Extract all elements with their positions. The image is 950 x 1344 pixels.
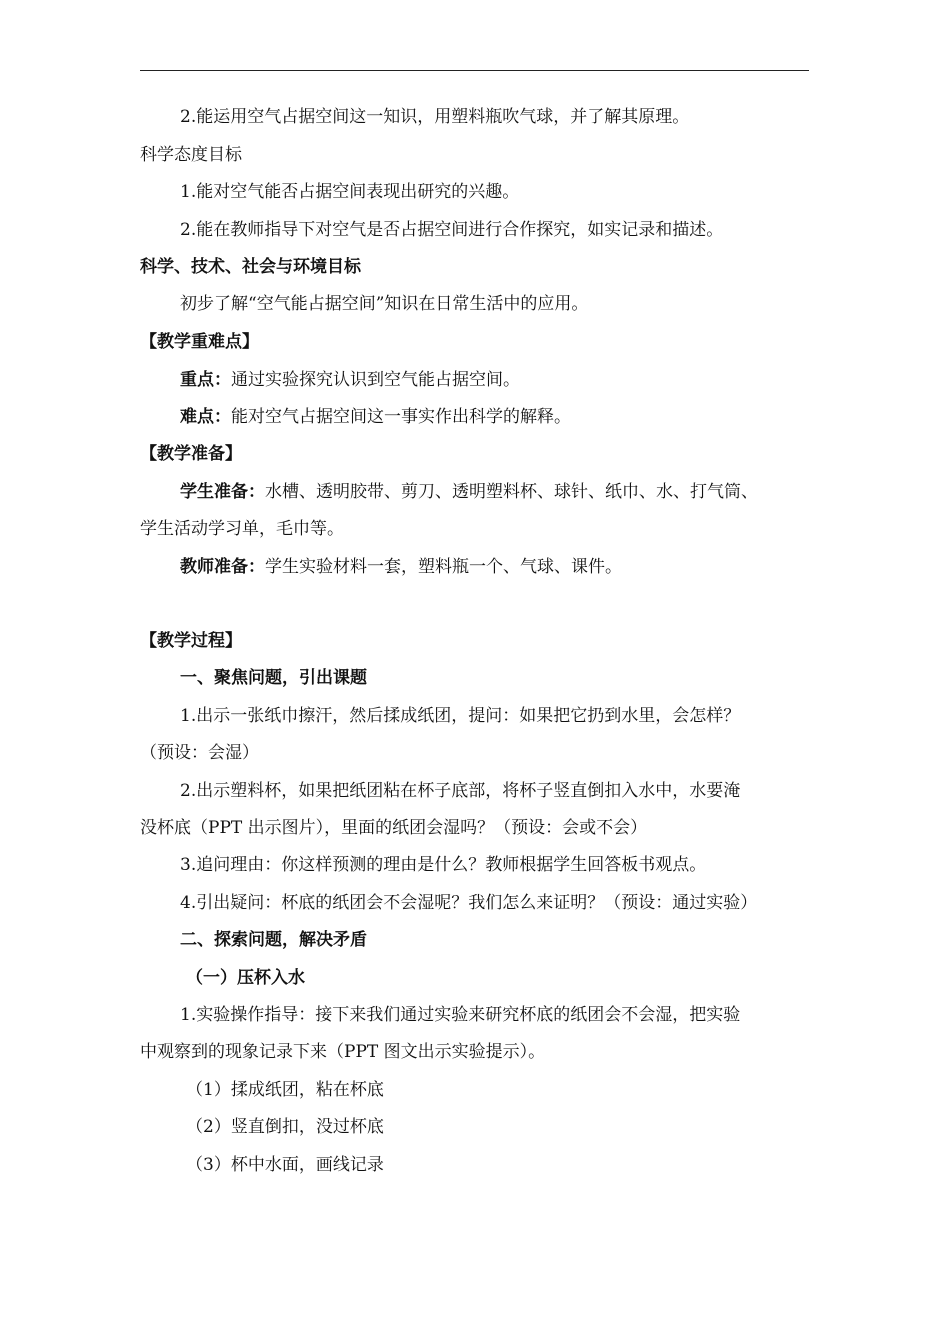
section-1-heading: 一、聚焦问题，引出课题: [180, 668, 367, 688]
step-3: 3.追问理由：你这样预测的理由是什么？教师根据学生回答板书观点。: [180, 855, 707, 875]
teacher-prep-text: 学生实验材料一套，塑料瓶一个、气球、课件。: [265, 557, 622, 577]
key-point-text: 通过实验探究认识到空气能占据空间。: [231, 370, 520, 390]
teacher-prep-line: [180, 555, 622, 579]
section-2-heading: 二、探索问题，解决矛盾: [180, 930, 367, 950]
key-point-label: 重点：: [180, 370, 231, 390]
attitude-item-1: 1.能对空气能否占据空间表现出研究的兴趣。: [180, 182, 520, 202]
science-attitude-heading: 科学态度目标: [140, 145, 242, 165]
experiment-guidance-continued: 中观察到的现象记录下来（PPT 图文出示实验提示）。: [140, 1042, 546, 1062]
step-2: 2.出示塑料杯，如果把纸团粘在杯子底部，将杯子竖直倒扣入水中，水要淹: [180, 781, 741, 801]
attitude-item-2: 2.能在教师指导下对空气是否占据空间进行合作探究，如实记录和描述。: [180, 220, 724, 240]
experiment-step-3: （3）杯中水面，画线记录: [186, 1155, 384, 1175]
difficulty-text: 能对空气占据空间这一事实作出科学的解释。: [231, 407, 571, 427]
key-points-heading: 【教学重难点】: [140, 332, 259, 352]
experiment-step-2: （2）竖直倒扣，没过杯底: [186, 1117, 384, 1137]
header-rule: [140, 70, 809, 71]
student-prep-line: [180, 480, 758, 504]
stse-item: 初步了解“空气能占据空间”知识在日常生活中的应用。: [180, 294, 589, 314]
teaching-process-heading: 【教学过程】: [140, 631, 242, 651]
difficulty-label: 难点：: [180, 407, 231, 427]
objective-line-2: 2.能运用空气占据空间这一知识，用塑料瓶吹气球，并了解其原理。: [180, 107, 690, 127]
student-prep-label: 学生准备：: [180, 482, 265, 502]
stse-heading: 科学、技术、社会与环境目标: [140, 257, 361, 277]
experiment-step-1: （1）揉成纸团，粘在杯底: [186, 1080, 384, 1100]
key-point-line: [180, 368, 520, 392]
student-prep-text: 水槽、透明胶带、剪刀、透明塑料杯、球针、纸巾、水、打气筒、: [265, 482, 758, 502]
subsection-1-heading: （一）压杯入水: [186, 968, 305, 988]
preparation-heading: 【教学准备】: [140, 444, 242, 464]
step-1: 1.出示一张纸巾擦汗，然后揉成纸团，提问：如果把它扔到水里，会怎样？: [180, 706, 741, 726]
step-1-prediction: （预设：会湿）: [140, 743, 259, 763]
teacher-prep-label: 教师准备：: [180, 557, 265, 577]
student-prep-continued: 学生活动学习单，毛巾等。: [140, 519, 344, 539]
step-2-continued: 没杯底（PPT 出示图片），里面的纸团会湿吗？（预设：会或不会）: [140, 818, 648, 838]
step-4: 4.引出疑问：杯底的纸团会不会湿呢？我们怎么来证明？（预设：通过实验）: [180, 893, 758, 913]
experiment-guidance: 1.实验操作指导：接下来我们通过实验来研究杯底的纸团会不会湿，把实验: [180, 1005, 741, 1025]
difficulty-line: [180, 405, 571, 429]
